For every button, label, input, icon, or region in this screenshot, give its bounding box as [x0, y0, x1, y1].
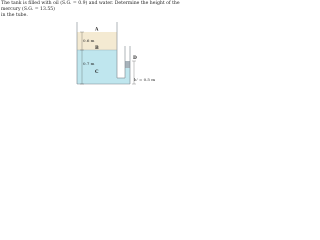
water-in-pipe	[117, 78, 130, 84]
water-in-tube	[125, 68, 130, 78]
tank-diagram	[0, 0, 200, 102]
point-a-label: A	[95, 27, 99, 33]
water-layer	[77, 50, 117, 84]
water-depth-label: 0.7 m	[83, 61, 95, 66]
problem-text-line-1: The tank is filled with oil (S.G. = 0.9) and water. Determine the height of the mercury (S.G. = 13.55)	[1, 1, 180, 12]
problem-text-line-2: in the tube.	[1, 13, 28, 18]
mercury-column	[125, 61, 130, 68]
problem-page	[0, 0, 200, 102]
oil-depth-label: 0.6 m	[83, 38, 95, 43]
point-d-label: D	[133, 56, 137, 61]
point-b-label: B	[95, 46, 99, 51]
mercury-height-label: h' = 0.5 m	[134, 77, 155, 82]
point-c-label: C	[95, 70, 99, 75]
